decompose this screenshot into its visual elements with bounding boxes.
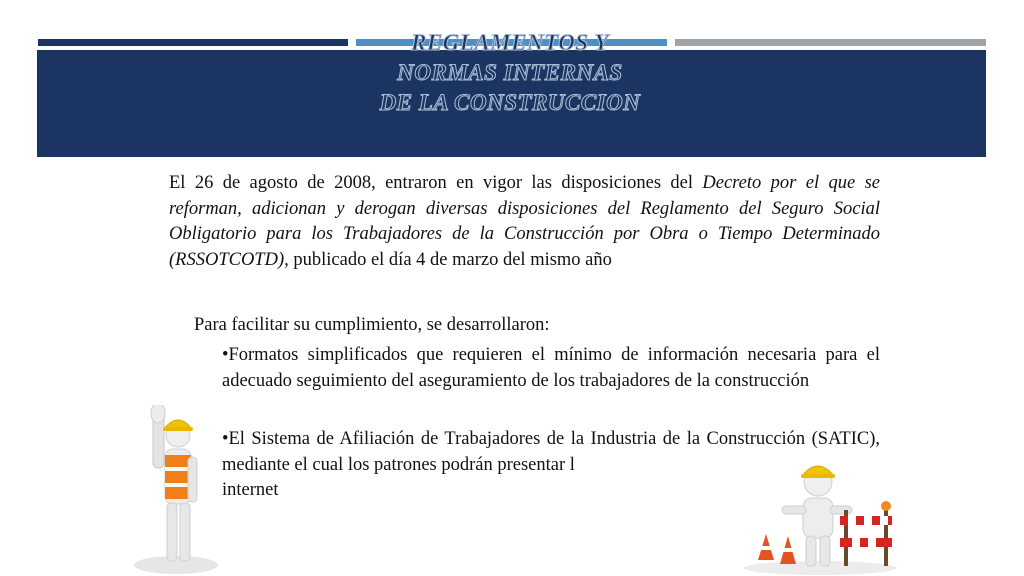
construction-worker-barrier-icon: [740, 460, 900, 576]
title-line-2: NORMAS INTERNAS: [397, 60, 623, 85]
intro-text-start: El 26 de agosto de 2008, entraron en vigor las disposiciones del: [169, 173, 703, 193]
bullet-satic-end: internet: [222, 480, 279, 500]
intro-paragraph: [169, 171, 880, 273]
facilitation-paragraph: Para facilitar su cumplimiento, se desarrollaron:: [194, 315, 550, 335]
header-stripe-light: [675, 39, 986, 46]
bullet-formatos: •Formatos simplificados que requieren el mínimo de información necesaria para el adecuado seguimiento del aseguramiento de los trabajadores de la construcción: [222, 345, 880, 391]
intro-text-end: publicado el día 4 de marzo del mismo año: [288, 249, 612, 270]
bullet-satic-text: •El Sistema de Afiliación de Trabajadores de la Industria de la Construcción (SATIC), mediante el cual los patrones podrán presentar l: [222, 429, 880, 475]
construction-worker-waving-icon: [128, 405, 223, 575]
slide-title: [300, 28, 720, 118]
decree-title: Decreto por el que se reforman, adicionan y derogan diversas disposiciones del Reglamento del Seguro Social Obligatorio para los Trabajadores de la Construcción por Obra o Tiempo Determinado (RSSOTCOTD),: [169, 173, 880, 270]
title-line-3: DE LA CONSTRUCCION: [379, 90, 641, 115]
title-line-1: REGLAMENTOS Y: [410, 30, 609, 55]
